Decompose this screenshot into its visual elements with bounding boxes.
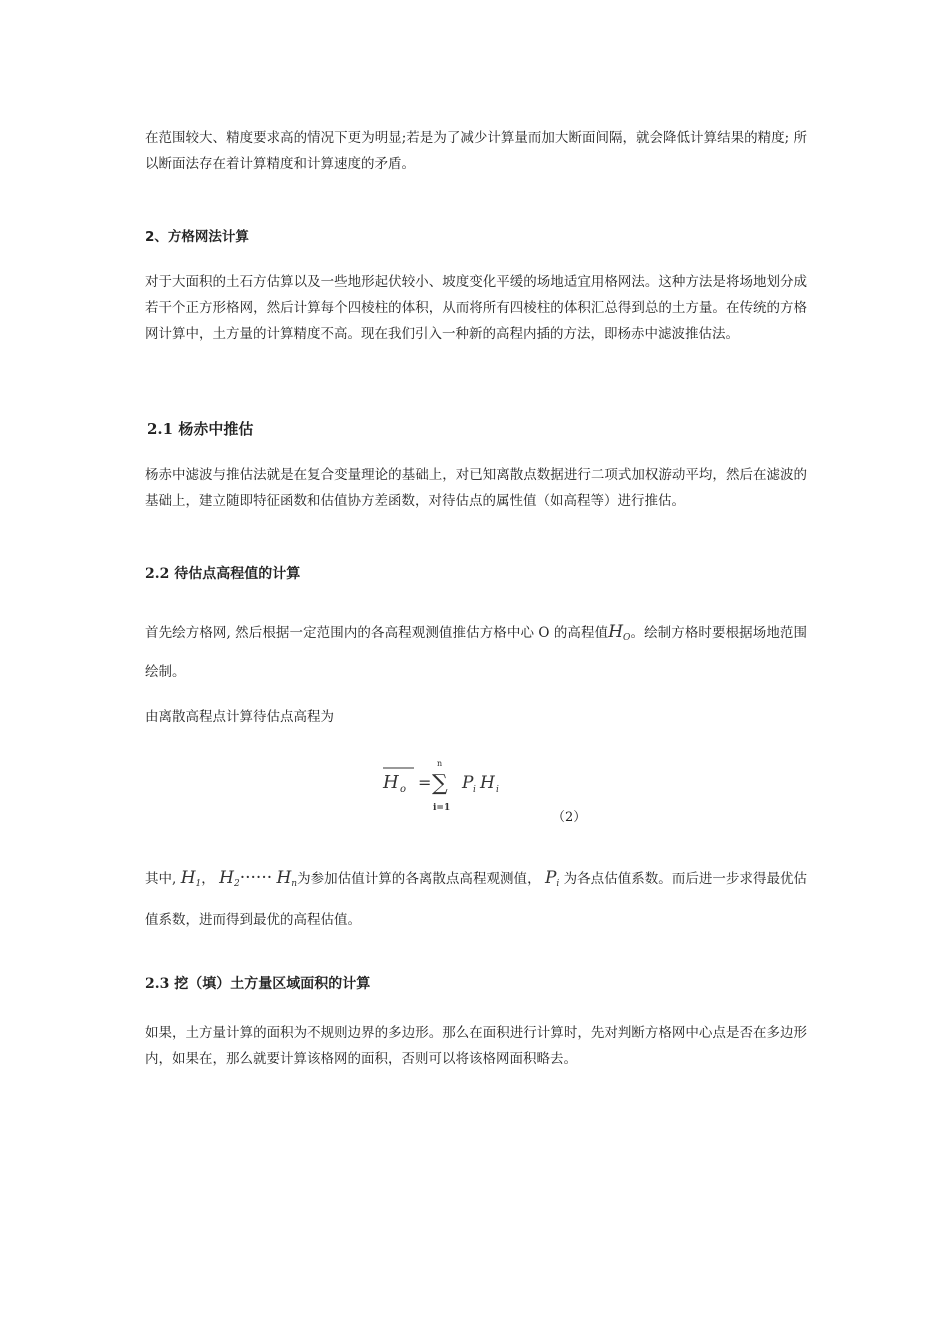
hn-subscript: n bbox=[291, 879, 298, 889]
paragraph-grid-center-text-b: 。绘制方格时要根据场地范围绘制。 bbox=[145, 625, 808, 680]
paragraph-variables bbox=[145, 860, 807, 938]
heading-area-calc: 2.3 挖（填）土方量区域面积的计算 bbox=[145, 976, 371, 992]
ho-subscript: O bbox=[623, 633, 631, 643]
paragraph-grid-center bbox=[145, 615, 807, 689]
formula-h: H bbox=[480, 773, 495, 793]
heading-yang-estimation: 2.1 杨赤中推估 bbox=[147, 420, 254, 438]
formula-equals: = bbox=[418, 773, 432, 792]
ho-symbol bbox=[608, 615, 630, 655]
paragraph-variables-text-c: 为各点估值系数。而后进一步求得最优估值系数，进而得到最优的高程估值。 bbox=[145, 871, 808, 928]
formula-lhs-sub: o bbox=[400, 784, 407, 795]
h2-subscript: 2 bbox=[233, 879, 240, 889]
paragraph-area-calc: 如果，土方量计算的面积为不规则边界的多边形。那么在面积进行计算时，先对判断方格网中心点是否在多边形内，如果在，那么就要计算该格网的面积，否则可以将该格网面积略去。 bbox=[145, 1025, 807, 1067]
formula-sum-bottom: i=1 bbox=[433, 803, 451, 813]
formula-p: P bbox=[462, 773, 474, 793]
paragraph-variables-text-a: 其中, bbox=[145, 871, 177, 887]
paragraph-section-methods: 在范围较大、精度要求高的情况下更为明显;若是为了减少计算量而加大断面间隔，就会降低计算结果的精度; 所以断面法存在着计算精度和计算速度的矛盾。 bbox=[145, 130, 807, 172]
ho-letter: H bbox=[608, 622, 624, 642]
hn-symbol bbox=[276, 860, 297, 902]
h2-symbol bbox=[219, 860, 272, 902]
formula-h-sub: i bbox=[496, 785, 499, 795]
paragraph-variables-text-b: 为参加估值计算的各离散点高程观测值， bbox=[297, 871, 541, 887]
paragraph-formula-intro: 由离散高程点计算待估点高程为 bbox=[145, 709, 334, 725]
symbol-dots: ······ bbox=[239, 868, 273, 888]
hn-letter: H bbox=[276, 868, 292, 888]
pi-letter: P bbox=[544, 868, 557, 888]
equation-number: （2） bbox=[552, 810, 587, 825]
formula-sum-top: n bbox=[437, 759, 443, 768]
pi-symbol bbox=[545, 860, 559, 902]
h2-letter: H bbox=[219, 868, 234, 888]
h1-subscript: 1 bbox=[195, 879, 202, 889]
formula-p-sub: i bbox=[473, 785, 476, 795]
pi-subscript: i bbox=[556, 879, 560, 889]
paragraph-grid-method: 对于大面积的土石方估算以及一些地形起伏较小、坡度变化平缓的场地适宜用格网法。这种方法是将场地划分成若干个正方形格网，然后计算每个四棱柱的体积，从而将所有四棱柱的体积汇总得到总的土方量。在传统的方格网计算中，土方量的计算精度不高。现在我们引入一种新的高程内插的方法，即杨赤中滤波推估法。 bbox=[145, 274, 807, 342]
heading-elevation-calc: 2.2 待估点高程值的计算 bbox=[145, 566, 301, 582]
elevation-formula bbox=[380, 758, 520, 820]
heading-grid-method: 2、方格网法计算 bbox=[145, 229, 249, 245]
symbol-comma: ， bbox=[201, 871, 215, 887]
h1-letter: H bbox=[180, 868, 196, 888]
h1-symbol bbox=[181, 860, 202, 902]
formula-sigma: ∑ bbox=[432, 771, 448, 796]
paragraph-yang-estimation: 杨赤中滤波与推估法就是在复合变量理论的基础上，对已知离散点数据进行二项式加权游动平均，然后在滤波的基础上，建立随即特征函数和估值协方差函数，对待估点的属性值（如高程等）进行推估。 bbox=[145, 467, 807, 509]
paragraph-grid-center-text-a: 首先绘方格网, 然后根据一定范围内的各高程观测值推估方格中心 O 的高程值 bbox=[145, 625, 609, 641]
formula-lhs: H bbox=[383, 772, 399, 793]
